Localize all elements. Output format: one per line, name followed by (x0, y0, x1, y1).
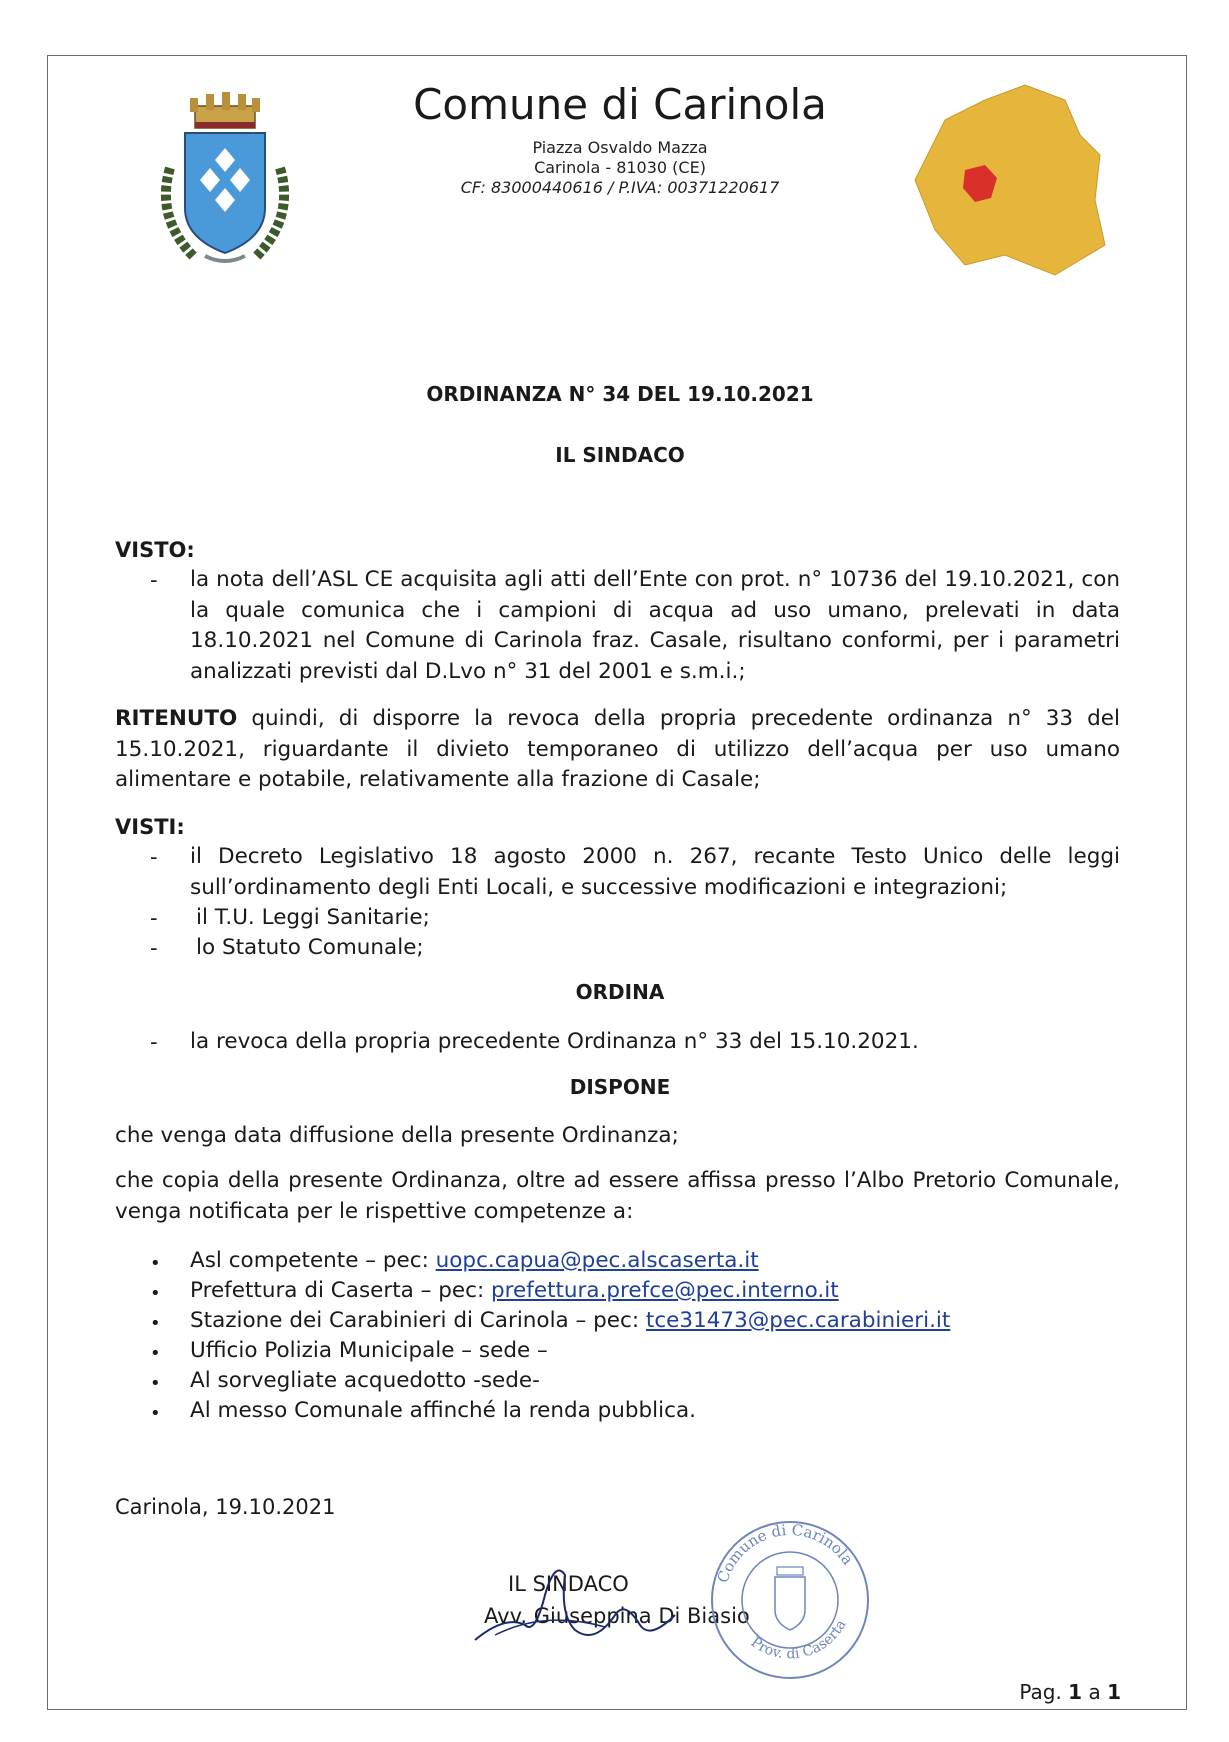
page-prefix: Pag. (1019, 1680, 1069, 1704)
carabinieri-email-link[interactable]: tce31473@pec.carabinieri.it (645, 1308, 951, 1333)
page-sep: a (1082, 1680, 1108, 1704)
visto-label: VISTO: (115, 538, 195, 562)
recipient-polizia: Ufficio Polizia Municipale – sede – (190, 1338, 548, 1363)
ordinance-title: ORDINANZA N° 34 DEL 19.10.2021 (426, 382, 814, 406)
page-number (1019, 1680, 1121, 1704)
ordina-heading: ORDINA (575, 980, 665, 1004)
recipient-label: Asl competente – pec: (190, 1248, 436, 1273)
dispone-paragraph-1: che venga data diffusione della presente Ordinanza; (115, 1123, 679, 1148)
ritenuto-paragraph (115, 704, 1120, 796)
page-total: 1 (1107, 1680, 1121, 1704)
visti-item-1: il Decreto Legislativo 18 agosto 2000 n. 267, recante Testo Unico delle leggi sull’ordinamento degli Enti Locali, e successive modificazioni e integrazioni; (190, 844, 1120, 900)
recipient-carabinieri (190, 1308, 950, 1333)
bullet: • (150, 1313, 161, 1334)
bullet: • (150, 1343, 161, 1364)
signature-name: Avv. Giuseppina Di Biasio (484, 1604, 750, 1628)
bullet: • (150, 1253, 161, 1274)
recipient-acquedotto: Al sorvegliate acquedotto -sede- (190, 1368, 540, 1393)
visti-label: VISTI: (115, 815, 185, 839)
bullet: • (150, 1373, 161, 1394)
dispone-paragraph-2: che copia della presente Ordinanza, oltre ad essere affissa presso l’Albo Pretorio Comunale, venga notificata per le rispettive competenze a: (115, 1168, 1120, 1224)
recipient-label: Stazione dei Carabinieri di Carinola – pec: (190, 1308, 646, 1333)
visti-item-3: lo Statuto Comunale; (196, 935, 424, 960)
dash-bullet: - (150, 1030, 158, 1054)
fiscal-codes: CF: 83000440616 / P.IVA: 00371220617 (460, 178, 780, 197)
handwritten-signature-icon (465, 1555, 695, 1655)
municipal-stamp-icon (705, 1515, 875, 1685)
visto-item: la nota dell’ASL CE acquisita agli atti dell’Ente con prot. n° 10736 del 19.10.2021, con la quale comunica che i campioni di acqua ad uso umano, prelevati in data 18.10.2021 nel Comune di Carinola fraz. Casale, risultano conformi, per i parametri analizzati previsti dal D.Lvo n° 31 del 2001 e s.m.i.; (190, 567, 1120, 684)
authority-heading: IL SINDACO (555, 443, 685, 467)
municipality-map-icon (905, 80, 1115, 290)
ritenuto-label: RITENUTO (115, 706, 238, 731)
dash-bullet: - (150, 936, 158, 960)
page-current: 1 (1068, 1680, 1083, 1704)
address-line-1: Piazza Osvaldo Mazza (532, 138, 708, 157)
municipality-title: Comune di Carinola (413, 80, 827, 129)
bullet: • (150, 1283, 161, 1304)
stamp-text: Comune di Carinola (713, 1520, 857, 1586)
dash-bullet: - (150, 568, 158, 592)
ritenuto-text: quindi, di disporre la revoca della propria precedente ordinanza n° 33 del 15.10.2021, riguardante il divieto temporaneo di utilizzo dell’acqua per uso umano alimentare e potabile, relativamente alla frazione di Casale; (115, 706, 1120, 792)
recipient-messo: Al messo Comunale affinché la renda pubblica. (190, 1398, 696, 1423)
place-and-date: Carinola, 19.10.2021 (115, 1495, 336, 1519)
visti-item-2: il T.U. Leggi Sanitarie; (196, 905, 430, 930)
asl-email-link[interactable]: uopc.capua@pec.alscaserta.it (435, 1248, 759, 1273)
recipient-asl (190, 1248, 759, 1273)
prefettura-email-link[interactable]: prefettura.prefce@pec.interno.it (491, 1278, 839, 1303)
dash-bullet: - (150, 845, 158, 869)
signature-role: IL SINDACO (508, 1572, 629, 1596)
stamp-text-bottom: Prov. di Caserta (747, 1617, 850, 1663)
bullet: • (150, 1403, 161, 1424)
coat-of-arms-icon (150, 88, 300, 278)
ordina-item: la revoca della propria precedente Ordinanza n° 33 del 15.10.2021. (190, 1029, 919, 1054)
address-line-2: Carinola - 81030 (CE) (534, 158, 706, 177)
recipient-prefettura (190, 1278, 839, 1303)
dispone-heading: DISPONE (569, 1075, 671, 1099)
recipient-label: Prefettura di Caserta – pec: (190, 1278, 492, 1303)
dash-bullet: - (150, 906, 158, 930)
